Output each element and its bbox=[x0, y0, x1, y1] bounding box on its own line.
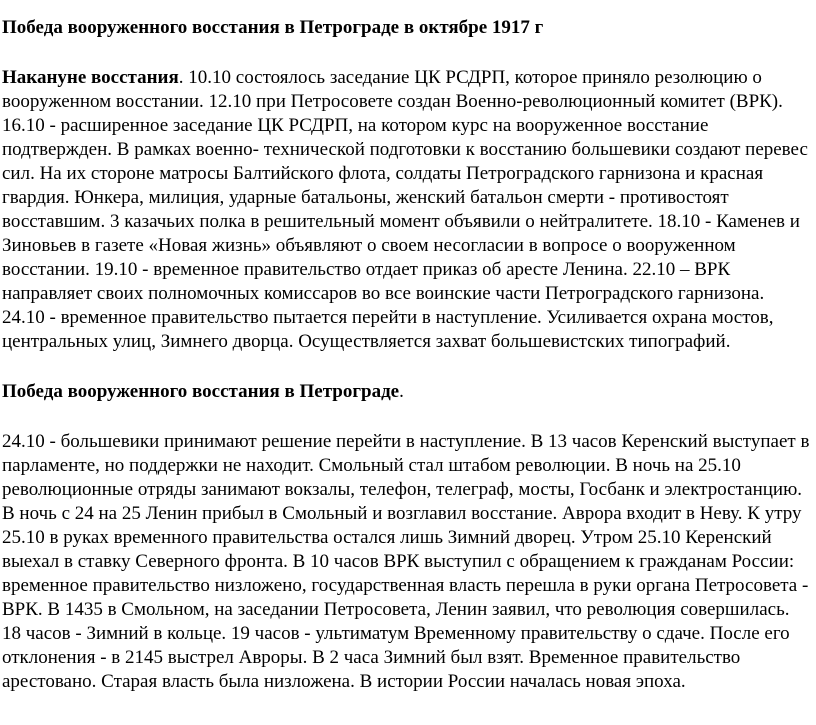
section-eve-lead: Накануне восстания bbox=[2, 67, 179, 88]
section-victory-heading bbox=[2, 380, 810, 404]
section-victory-text: 24.10 - большевики принимают решение перейти в наступление. В 13 часов Керенский выступает в парламенте, но поддержки не находит. Смольный стал штабом революции. В ночь на 25.10 революционные отряды занимают вокзалы, телефон, телеграф, мосты, Госбанк и электростанцию. В ночь с 24 на 25 Ленин прибыл в Смольный и возглавил восстание. Аврора входит в Неву. К утру 25.10 в руках временного правительства остался лишь Зимний дворец. Утром 25.10 Керенский выехал в ставку Северного фронта. В 10 часов ВРК выступил с обращением к гражданам России: временное правительство низложено, государственная власть перешла в руки органа Петросовета - ВРК. В 1435 в Смольном, на заседании Петросовета, Ленин заявил, что революция совершилась. 18 часов - Зимний в кольце. 19 часов - ультиматум Временному правительству о сдаче. После его отклонения - в 2145 выстрел Авроры. В 2 часа Зимний был взят. Временное правительство арестовано. Старая власть была низложена. В истории России началась новая эпоха. bbox=[2, 431, 810, 692]
section-victory-heading-text: Победа вооруженного восстания в Петрограде bbox=[2, 381, 400, 402]
section-victory-heading-suffix: . bbox=[399, 381, 404, 402]
section-eve-text: 10.10 состоялось заседание ЦК РСДРП, которое приняло резолюцию о вооруженном восстании. 12.10 при Петросовете создан Военно-революционный комитет (ВРК). 16.10 - расширенное заседание ЦК РСДРП, на котором курс на вооруженное восстание подтвержден. В рамках военно- технической подготовки к восстанию большевики создают перевес сил. На их стороне матросы Балтийского флота, солдаты Петроградского гарнизона и красная гвардия. Юнкера, милиция, ударные батальоны, женский батальон смерти - противостоят восставшим. 3 казачьих полка в решительный момент объявили о нейтралитете. 18.10 - Каменев и Зиновьев в газете «Новая жизнь» объявляют о своем несогласии в вопросе о вооруженном восстании. 19.10 - временное правительство отдает приказ об аресте Ленина. 22.10 – ВРК направляет своих полномочных комиссаров во все воинские части Петроградского гарнизона. 24.10 - временное правительство пытается перейти в наступление. Усиливается охрана мостов, центральных улиц, Зимнего дворца. Осуществляется захват большевистских типографий. bbox=[2, 67, 808, 352]
document-title: Победа вооруженного восстания в Петрограде в октябре 1917 г bbox=[2, 17, 544, 38]
section-eve-of-uprising bbox=[2, 66, 810, 354]
section-eve-lead-suffix: . bbox=[178, 67, 184, 88]
